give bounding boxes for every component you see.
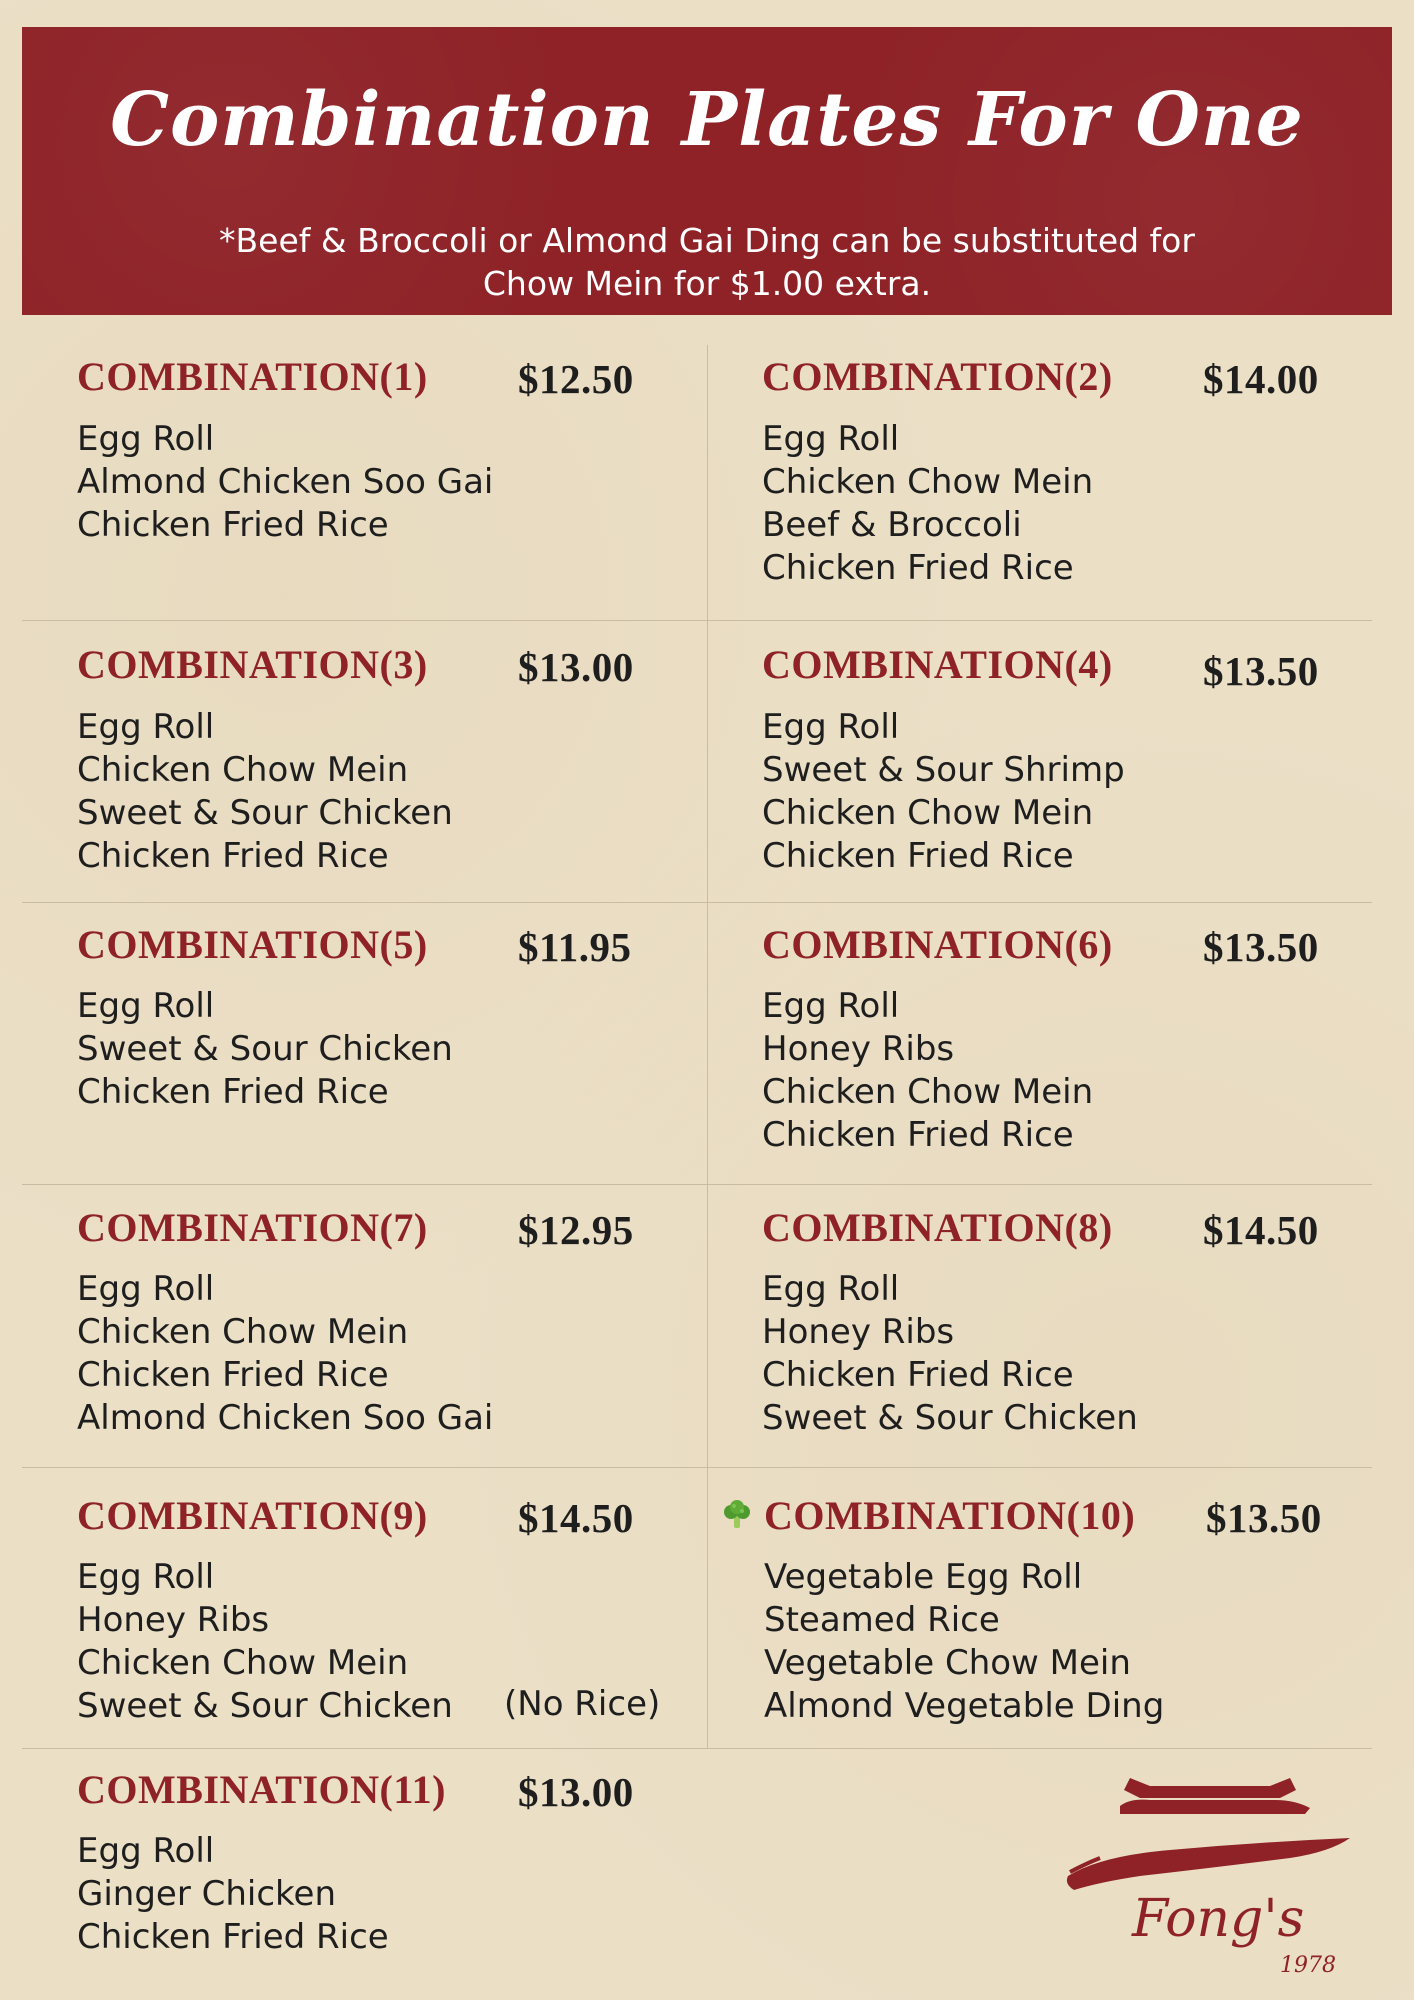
combo-items [762,985,1093,1157]
menu-header [22,27,1392,315]
list-item: Chicken Chow Mein [762,1072,1094,1112]
combo-items [764,1556,1164,1728]
list-item: Sweet & Sour Chicken [77,1029,453,1069]
combo-name: COMBINATION(8) [762,1205,1113,1250]
list-item: Sweet & Sour Chicken [77,1686,453,1726]
combo-price: $13.50 [1203,924,1319,970]
logo-name: Fong's [1132,1889,1305,1949]
combo-name: COMBINATION(1) [77,354,428,399]
combo-price: $13.50 [1206,1495,1322,1541]
combo-price: $13.00 [518,1769,634,1815]
list-item: Egg Roll [762,1269,900,1309]
combo-price: $12.50 [518,356,634,402]
combo-items [762,706,1125,878]
subtitle-line-2: Chow Mein for $1.00 extra. [482,264,932,303]
list-item: Chicken Chow Mein [77,1312,409,1352]
combo-items [762,418,1093,590]
combo-items [77,1556,453,1728]
list-item: Vegetable Egg Roll [764,1557,1083,1597]
combo-name: COMBINATION(10) [764,1493,1136,1538]
list-item: Egg Roll [77,986,215,1026]
combo-name: COMBINATION(4) [762,642,1113,687]
list-item: Chicken Fried Rice [762,548,1074,588]
list-item: Chicken Fried Rice [77,1072,389,1112]
list-item: Vegetable Chow Mein [764,1643,1131,1683]
list-item: Chicken Fried Rice [77,836,389,876]
combo-price: $13.50 [1203,648,1319,694]
fongs-logo [1060,1768,1360,1988]
combo-price: $14.50 [1203,1207,1319,1253]
broccoli-icon [722,1500,752,1530]
row-divider-4 [22,1467,1372,1468]
list-item: Chicken Chow Mein [762,793,1094,833]
subtitle-line-1: *Beef & Broccoli or Almond Gai Ding can be substituted for [219,221,1195,260]
list-item: Sweet & Sour Chicken [762,1398,1138,1438]
list-item: Chicken Fried Rice [77,505,389,545]
combo-items [77,706,453,878]
no-rice-note: (No Rice) [504,1684,661,1724]
list-item: Chicken Chow Mein [77,1643,409,1683]
list-item: Chicken Fried Rice [762,1115,1074,1155]
list-item: Egg Roll [762,419,900,459]
list-item: Egg Roll [762,707,900,747]
list-item: Honey Ribs [762,1312,955,1352]
combo-name: COMBINATION(2) [762,354,1113,399]
combo-items [77,1268,493,1440]
list-item: Almond Chicken Soo Gai [77,1398,494,1438]
row-divider-5 [22,1748,1372,1749]
list-item: Egg Roll [77,707,215,747]
list-item: Egg Roll [77,1557,215,1597]
list-item: Ginger Chicken [77,1874,337,1914]
combo-price: $13.00 [518,644,634,690]
combo-items [77,1830,389,1959]
list-item: Beef & Broccoli [762,505,1022,545]
list-item: Egg Roll [77,1831,215,1871]
list-item: Chicken Chow Mein [77,750,409,790]
combo-name: COMBINATION(6) [762,922,1113,967]
combo-name: COMBINATION(11) [77,1767,446,1812]
combo-price: $14.50 [518,1495,634,1541]
list-item: Sweet & Sour Shrimp [762,750,1125,790]
combo-price: $14.00 [1203,356,1319,402]
list-item: Chicken Fried Rice [77,1917,389,1957]
menu-subtitle [22,219,1392,305]
combo-name: COMBINATION(5) [77,922,428,967]
combo-items [77,985,453,1114]
combo-name: COMBINATION(9) [77,1493,428,1538]
list-item: Honey Ribs [762,1029,955,1069]
row-divider-3 [22,1184,1372,1185]
list-item: Egg Roll [77,419,215,459]
menu-title: Combination Plates For One [110,77,1304,163]
list-item: Steamed Rice [764,1600,1000,1640]
combo-items [762,1268,1138,1440]
column-divider [707,345,708,1748]
list-item: Egg Roll [762,986,900,1026]
list-item: Sweet & Sour Chicken [77,793,453,833]
combo-name: COMBINATION(7) [77,1205,428,1250]
list-item: Almond Chicken Soo Gai [77,462,494,502]
row-divider-2 [22,902,1372,903]
list-item: Chicken Chow Mein [762,462,1094,502]
list-item: Almond Vegetable Ding [764,1686,1165,1726]
combo-items [77,418,493,547]
list-item: Chicken Fried Rice [762,1355,1074,1395]
combo-price: $12.95 [518,1207,634,1253]
list-item: Chicken Fried Rice [77,1355,389,1395]
list-item: Egg Roll [77,1269,215,1309]
list-item: Honey Ribs [77,1600,270,1640]
logo-year: 1978 [1280,1953,1336,1978]
list-item: Chicken Fried Rice [762,836,1074,876]
combo-price: $11.95 [518,924,632,970]
row-divider-1 [22,620,1372,621]
combo-name: COMBINATION(3) [77,642,428,687]
